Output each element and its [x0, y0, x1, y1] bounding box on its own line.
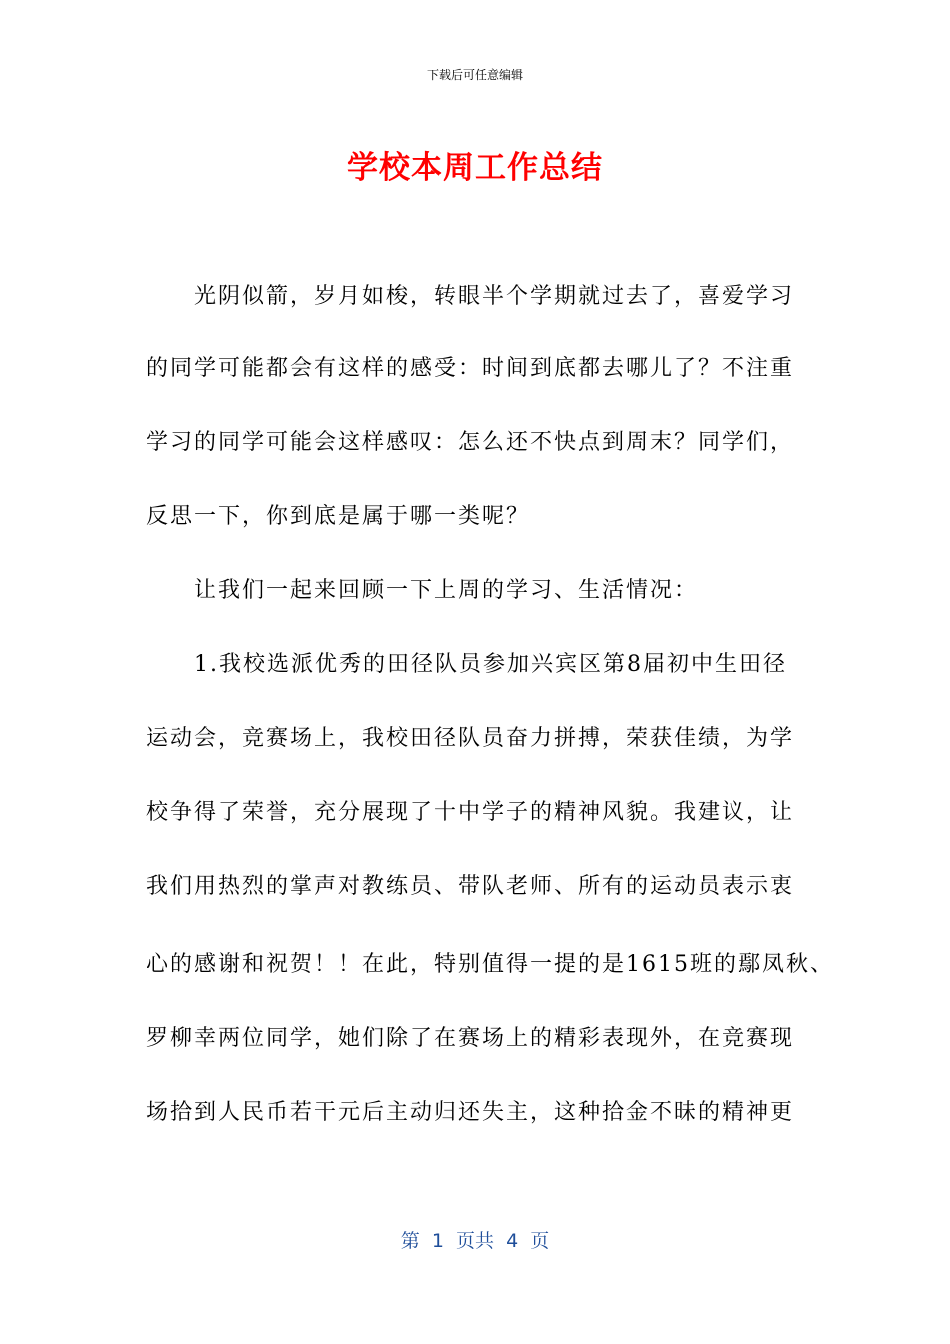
document-title: 学校本周工作总结: [347, 150, 603, 186]
paragraph-line: 的同学可能都会有这样的感受：时间到底都去哪儿了？不注重: [146, 356, 795, 381]
paragraph-line: 心的感谢和祝贺！！在此，特别值得一提的是1615班的鄢凤秋、: [146, 952, 834, 977]
paragraph-line: 校争得了荣誉，充分展现了十中学子的精神风貌。我建议，让: [146, 800, 795, 825]
paragraph-line: 场拾到人民币若干元后主动归还失主，这种拾金不昧的精神更: [146, 1100, 795, 1125]
paragraph-line: 运动会，竞赛场上，我校田径队员奋力拼搏，荣获佳绩，为学: [146, 726, 795, 751]
paragraph-line: 罗柳幸两位同学，她们除了在赛场上的精彩表现外，在竞赛现: [146, 1026, 795, 1051]
paragraph-line: 让我们一起来回顾一下上周的学习、生活情况：: [194, 578, 699, 603]
page-number-footer: 第 1 页共 4 页: [400, 1230, 550, 1252]
header-note: 下载后可任意编辑: [426, 68, 523, 82]
paragraph-line: 我们用热烈的掌声对教练员、带队老师、所有的运动员表示衷: [146, 874, 795, 899]
paragraph-line: 光阴似箭，岁月如梭，转眼半个学期就过去了，喜爱学习: [194, 284, 795, 309]
paragraph-line: 学习的同学可能会这样感叹：怎么还不快点到周末？同学们，: [146, 430, 795, 455]
paragraph-line: 1.我校选派优秀的田径队员参加兴宾区第8届初中生田径: [194, 652, 787, 677]
paragraph-line: 反思一下，你到底是属于哪一类呢？: [146, 504, 531, 529]
